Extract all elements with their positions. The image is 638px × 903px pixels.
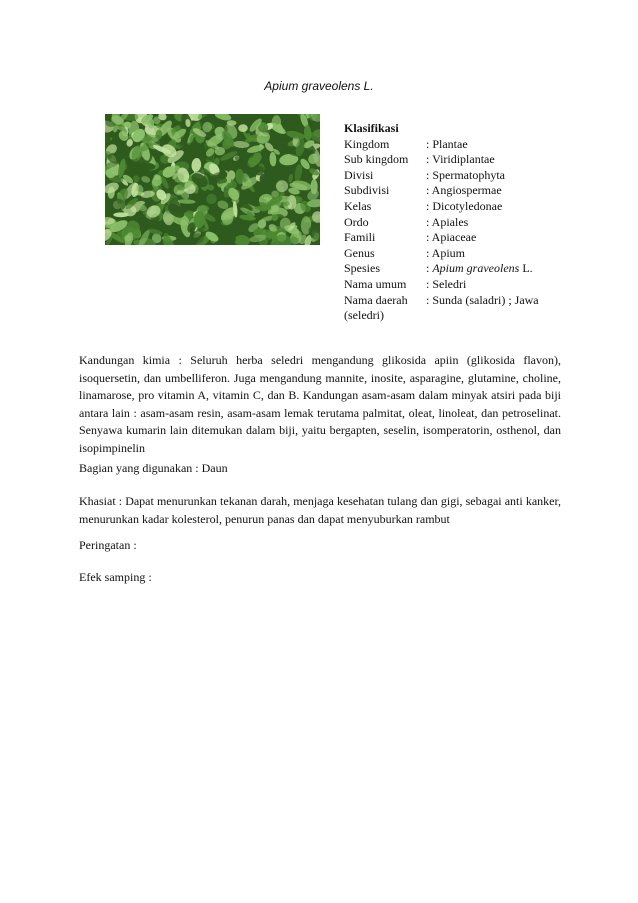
classification-value-italic: Apium graveolens: [432, 261, 520, 276]
classification-row: [344, 168, 564, 184]
celery-plant-photo: [105, 114, 320, 245]
classification-row: [344, 230, 564, 246]
paragraph-bagian: Bagian yang digunakan : Daun: [79, 461, 228, 475]
page-title: Apium graveolens L.: [264, 79, 374, 93]
classification-key: Genus: [344, 245, 375, 260]
classification-value: : Apiales: [426, 214, 469, 229]
classification-key: Ordo: [344, 214, 369, 229]
classification-row: [344, 199, 564, 215]
classification-key: Kingdom: [344, 136, 390, 151]
classification-value: : Angiospermae: [426, 183, 502, 198]
paragraph-peringatan: Peringatan :: [79, 538, 137, 552]
classification-row: [344, 246, 564, 262]
classification-key: Subdivisi: [344, 183, 390, 198]
classification-value: : Apiaceae: [426, 230, 477, 245]
classification-row: [344, 215, 564, 231]
classification-value: : Dicotyledonae: [426, 198, 503, 213]
paragraph-khasiat: Khasiat : Dapat menurunkan tekanan darah, menjaga kesehatan tulang dan gigi, sebagai anti kanker, menurunkan kadar kolesterol, penurun panas dan dapat menyuburkan rambut: [79, 494, 561, 526]
classification-value-prefix: :: [426, 261, 433, 276]
classification-value: : Seledri: [426, 276, 467, 291]
classification-key: Spesies: [344, 261, 380, 276]
classification-key: Famili: [344, 230, 376, 245]
classification-key: Nama daerah: [344, 292, 408, 307]
classification-continuation: (seledri): [344, 308, 384, 323]
classification-value: [426, 261, 564, 277]
classification-value: : Spermatophyta: [426, 167, 505, 182]
classification-block: [344, 121, 564, 324]
classification-key: Divisi: [344, 167, 374, 182]
classification-row: [344, 183, 564, 199]
classification-row: [344, 293, 564, 309]
classification-row: [344, 137, 564, 153]
classification-value: : Apium: [426, 245, 466, 260]
classification-key: Sub kingdom: [344, 152, 409, 167]
classification-row: [344, 152, 564, 168]
classification-value: : Plantae: [426, 136, 468, 151]
classification-heading: Klasifikasi: [344, 121, 399, 135]
classification-value: : Viridiplantae: [426, 152, 495, 167]
classification-value-suffix: L.: [519, 261, 533, 276]
classification-key: Nama umum: [344, 276, 407, 291]
classification-key: Kelas: [344, 198, 372, 213]
paragraph-efek-samping: Efek samping :: [79, 570, 152, 584]
classification-value: : Sunda (saladri) ; Jawa: [426, 292, 539, 307]
leaf-shape: [113, 212, 128, 217]
classification-row: [344, 277, 564, 293]
paragraph-kandungan: Kandungan kimia : Seluruh herba seledri mengandung glikosida apiin (glikosida flavon), isoquersetin, dan umbelliferon. Juga mengandung mannite, inosite, asparagine, glutamine, choline, linamarose, pro vitamin A, vitamin C, dan B. Kandungan asam-asam dalam minyak atsiri pada biji antara lain : asam-asam resin, asam-asam lemak terutama palmitat, oleat, linoleat, dan petroselinat. Senyawa kumarin lain ditemukan dalam biji, yaitu bergapten, seselin, isomperatorin, osthenol, dan isopimpinelin: [79, 353, 561, 455]
classification-row: [344, 261, 564, 277]
